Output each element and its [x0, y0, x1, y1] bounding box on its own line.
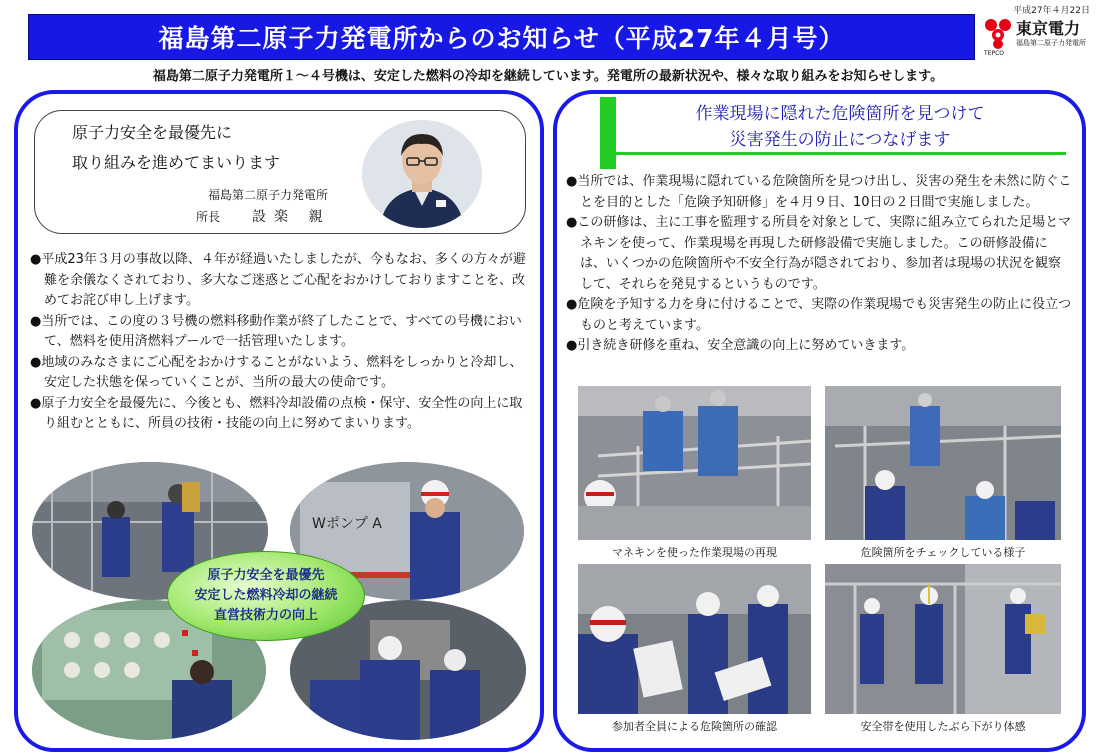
- list-item: ●地域のみなさまにご心配をおかけすることがないよう、燃料をしっかりと冷却し、安定した状態を保っていくことが、当所の最大の使命です。: [30, 354, 523, 390]
- greeting-title-line-2: 取り組みを進めてまいります: [72, 153, 281, 172]
- logo-name: 東京電力: [1016, 19, 1081, 38]
- director-portrait-image: [362, 120, 482, 228]
- article-title-line-2: 災害発生の防止につなげます: [729, 130, 951, 150]
- director-role: 所長: [196, 210, 221, 224]
- list-item: ●平成23年３月の事故以降、４年が経過いたしましたが、今もなお、多くの方々が避難を余儀なくされており、多大なご迷惑とご心配をおかけしておりますことを、改めてお詫び申し上げます。: [30, 252, 526, 308]
- photo-group-confirmation: [578, 564, 811, 714]
- badge-line-2: 安定した燃料冷却の継続: [194, 588, 338, 603]
- pump-sign-text: Wポンプ A: [312, 516, 382, 532]
- training-article-list: [566, 172, 1072, 357]
- list-item: ●この研修は、主に工事を監理する所員を対象として、実際に組み立てられた足場とマネキンを使って、作業現場を再現した研修設備で実施しました。この研修設備には、いくつかの危険箇所や不安全行為が隠されており、参加者は現場の状況を観察して、それらを発見するというものです。: [566, 215, 1072, 292]
- badge-line-3: 直営技術力の向上: [213, 608, 318, 623]
- director-name: 設楽 親: [252, 209, 331, 225]
- logo-subtitle: 福島第二原子力発電所: [1016, 39, 1086, 47]
- greeting-title-line-1: 原子力安全を最優先に: [72, 123, 233, 142]
- photo-caption: 参加者全員による危険箇所の確認: [612, 720, 777, 733]
- badge-line-1: 原子力安全を最優先: [207, 568, 325, 583]
- list-item: ●危険を予知する力を身に付けることで、実際の作業現場でも災害発生の防止に役立つものと考えています。: [566, 297, 1072, 333]
- director-portrait: [362, 120, 482, 228]
- list-item: ●原子力安全を最優先に、今後とも、燃料冷却設備の点検・保守、安全性の向上に取り組むとともに、所員の技術・技能の向上に努めてまいります。: [30, 395, 523, 431]
- issue-date: 平成27年４月22日: [1013, 6, 1090, 16]
- director-message-list: [30, 250, 532, 435]
- photo-caption: マネキンを使った作業現場の再現: [612, 546, 777, 559]
- accent-bar: [600, 97, 616, 169]
- photo-caption: 安全帯を使用したぶら下がり体感: [860, 720, 1026, 733]
- safety-policy-badge: [167, 551, 365, 641]
- page-title: 福島第二原子力発電所からのお知らせ（平成27年４月号）: [28, 14, 975, 60]
- photo-caption: 危険箇所をチェックしている様子: [860, 546, 1026, 559]
- list-item: ●当所では、この度の３号機の燃料移動作業が終了したことで、すべての号機において、燃料を使用済燃料プールで一括管理いたします。: [30, 313, 522, 349]
- photo-harness-experience: [825, 564, 1061, 714]
- tepco-logo: [984, 14, 1092, 57]
- photo-mannequin-scaffold: [578, 386, 811, 540]
- list-item: ●当所では、作業現場に隠れている危険箇所を見つけ出し、災害の発生を未然に防ぐことを目的とした「危険予知研修」を４月９日、10日の２日間で実施しました。: [566, 174, 1072, 210]
- director-organization: 福島第二原子力発電所: [208, 188, 329, 202]
- article-title-line-1: 作業現場に隠れた危険箇所を見つけて: [695, 104, 985, 124]
- page-subtitle: 福島第二原子力発電所１～４号機は、安定した燃料の冷却を継続しています。発電所の最新状況や、様々な取り組みをお知らせします。: [152, 69, 944, 84]
- title-underline: [600, 152, 1066, 155]
- photo-hazard-check: [825, 386, 1061, 540]
- logo-tepco: TEPCO: [984, 50, 1004, 57]
- tepco-logo-mark-icon: [984, 18, 1012, 50]
- list-item: ●引き続き研修を重ね、安全意識の向上に努めていきます。: [566, 338, 915, 353]
